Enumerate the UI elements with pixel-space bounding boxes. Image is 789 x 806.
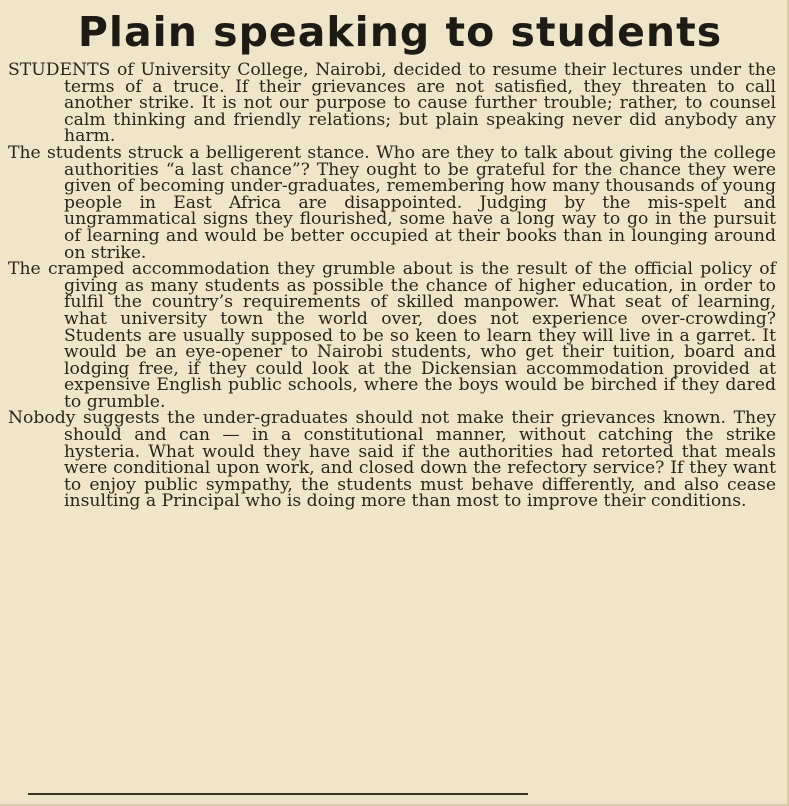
paragraph-3: The cramped accommodation they grumble about is the result of the official policy of giving as many students as possible the chance of higher education, in order to fulfil the country’s requirements of skilled manpower. What seat of learning, what university town the world over, does not experience over-crowding? Students are usually supposed to be so keen to learn they will live in a garret. It would be an eye-opener to Nairobi students, who get their tuition, board and lodging free, if they could look at the Dickensian accommodation provided at expensive English public schools, where the boys would be birched if they dared to grumble. <box>8 259 776 412</box>
paragraph-1: STUDENTS of University College, Nairobi, decided to resume their lectures under the terms of a truce. If their grievances are not satisfied, they threaten to call another strike. It is not our purpose to cause further trouble; rather, to counsel calm thinking and friendly relations; but plain speaking never did anybody any harm. <box>8 60 776 147</box>
headline: Plain speaking to students <box>77 8 723 56</box>
bottom-rule <box>28 793 528 795</box>
paragraph-4: Nobody suggests the under-graduates should not make their grievances known. They should and can — in a constitutional manner, without catching the strike hysteria. What would they have said if the authorities had retorted that meals were conditional upon work, and closed down the refectory service? If they want to enjoy public sympathy, the students must behave differently, and also cease insulting a Principal who is doing more than most to improve their conditions. <box>8 408 776 512</box>
article-body <box>8 62 776 510</box>
paragraph-2: The students struck a belligerent stance. Who are they to talk about giving the college authorities “a last chance”? They ought to be grateful for the chance they were given of becoming under-graduates, remembering how many thousands of young people in East Africa are disappointed. Judging by the mis-spelt and ungrammatical signs they flourished, some have a long way to go in the pursuit of learning and would be better occupied at their books than in lounging around on strike. <box>8 142 776 263</box>
